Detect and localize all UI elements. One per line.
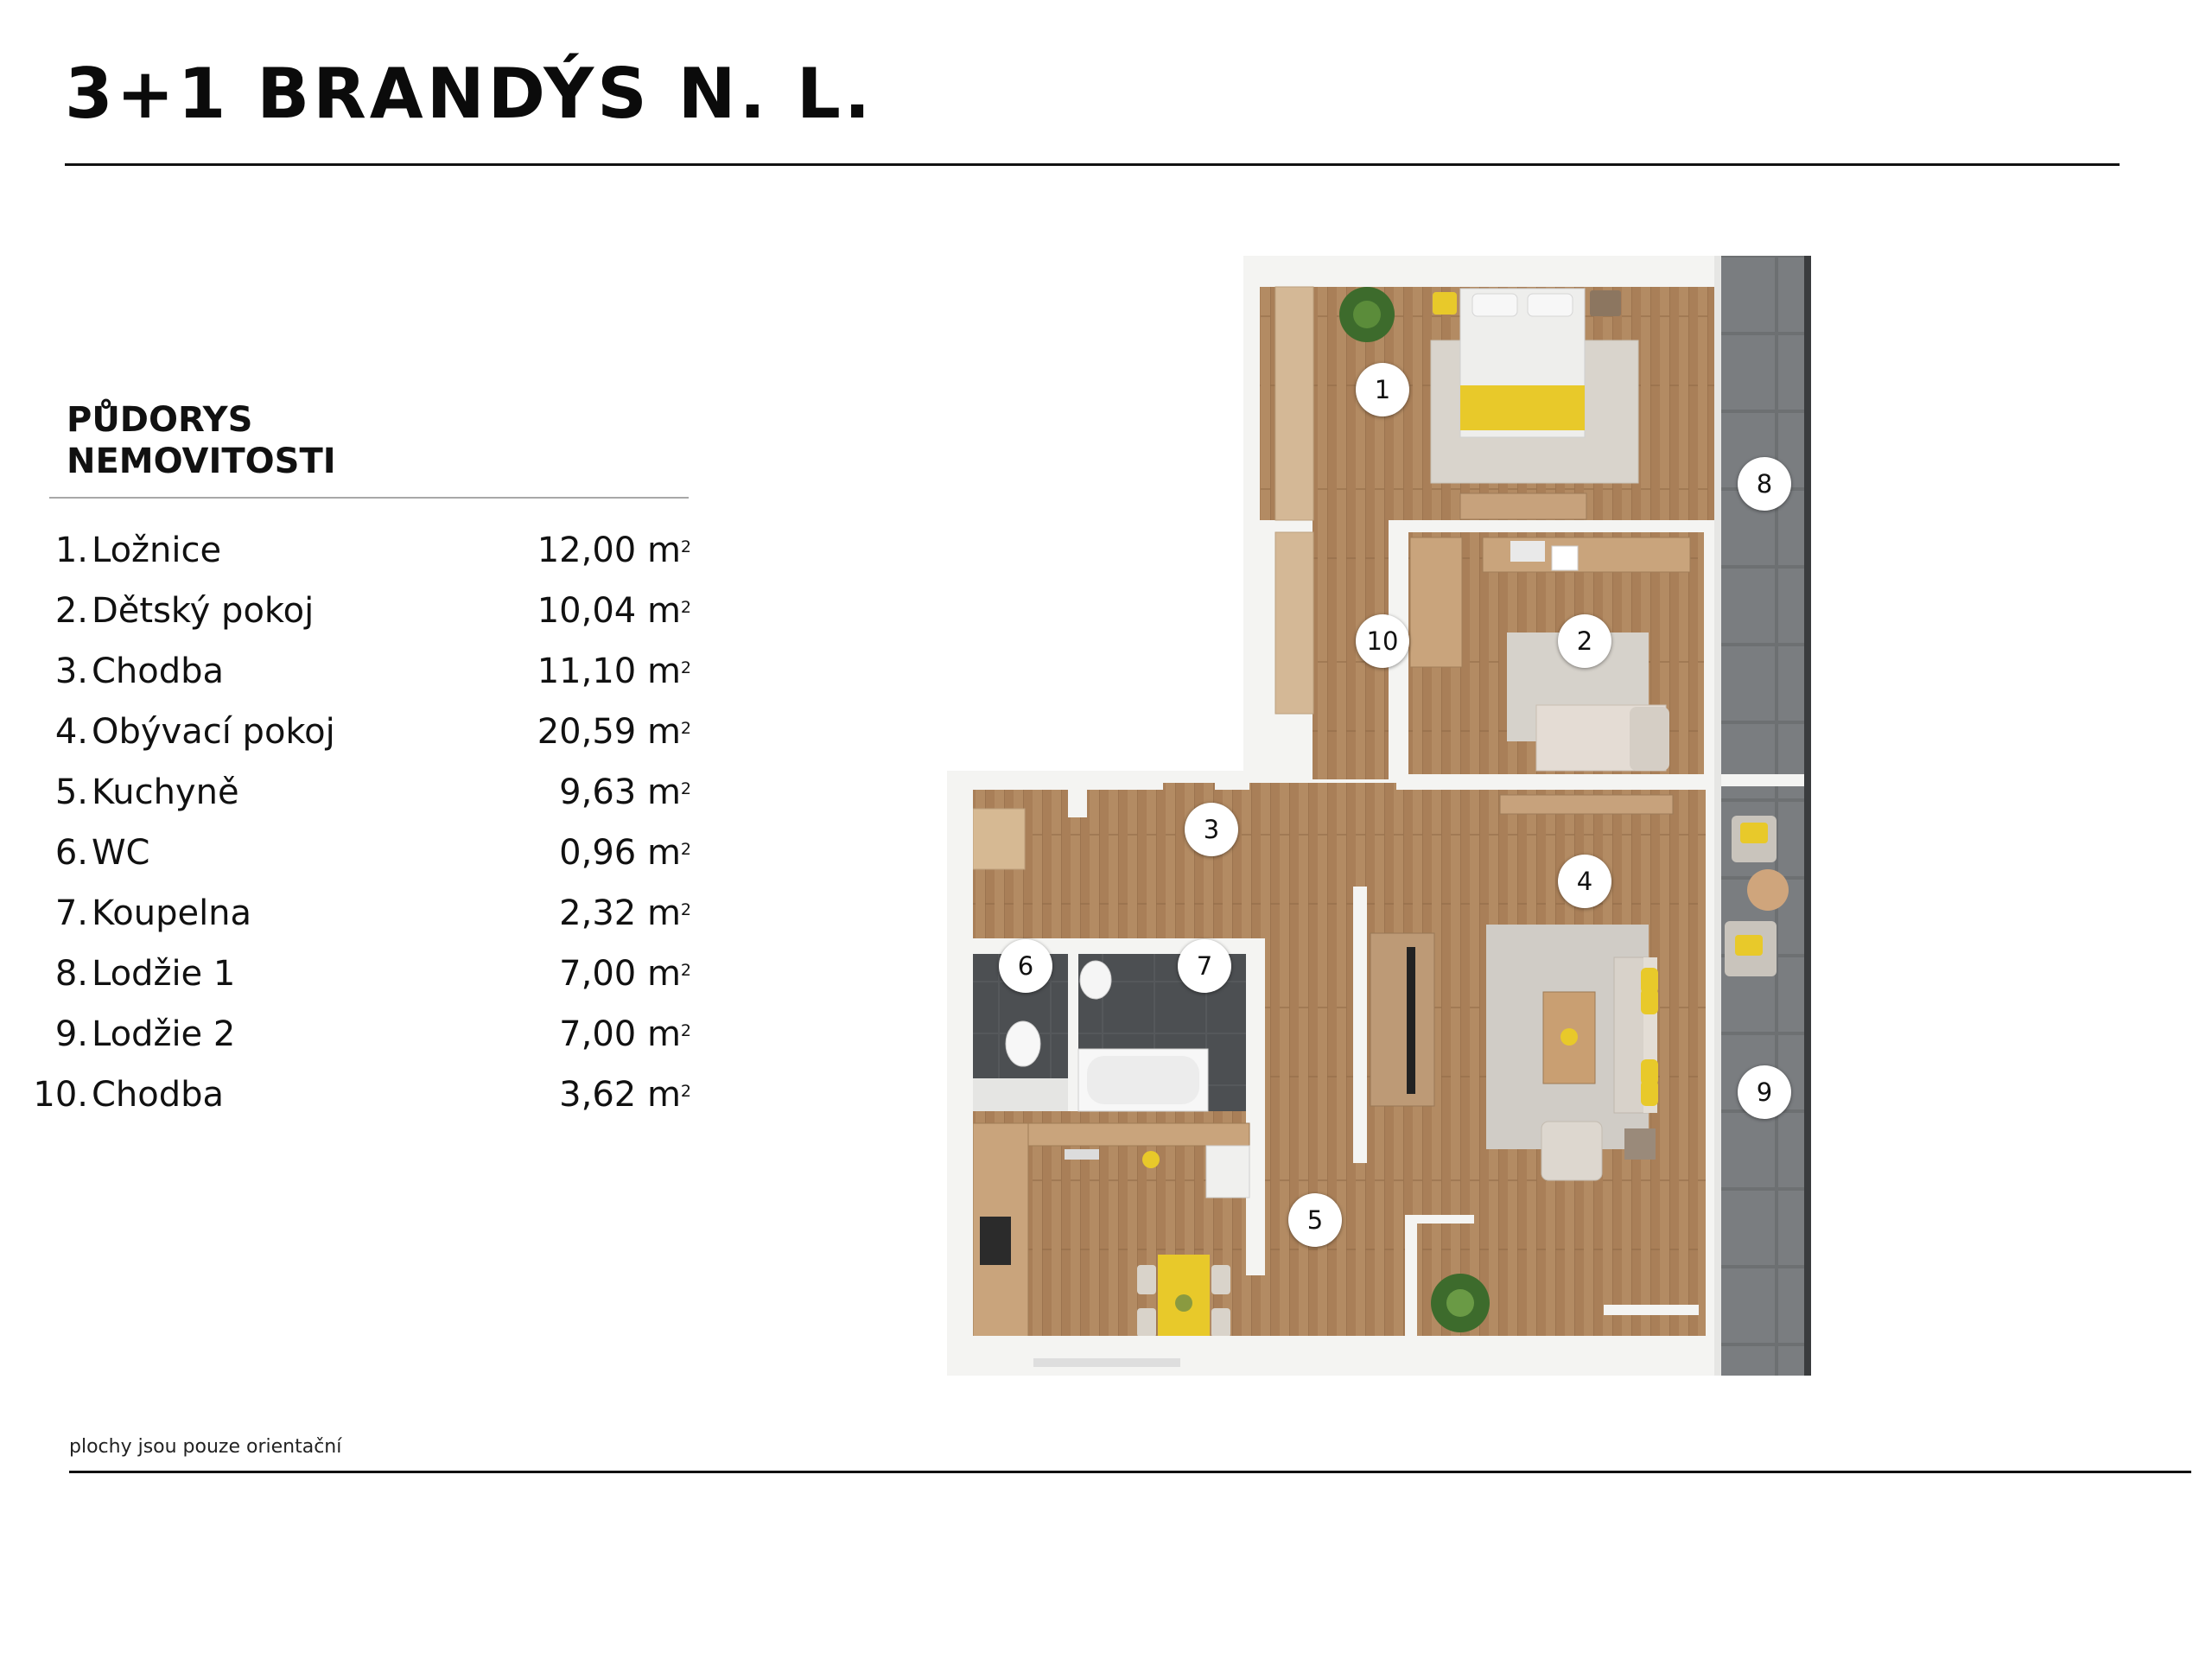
room-area: 7,00 $m^2$ bbox=[559, 954, 691, 994]
room-number: 1. bbox=[54, 531, 88, 570]
room-marker: 6 bbox=[999, 939, 1052, 993]
room-name: Koupelna bbox=[92, 893, 252, 933]
wardrobe bbox=[1275, 532, 1313, 714]
bed-blanket bbox=[1460, 385, 1585, 430]
room-row bbox=[35, 709, 691, 769]
room-name: Chodba bbox=[92, 652, 225, 691]
section-title bbox=[67, 399, 336, 482]
room-row bbox=[35, 830, 691, 890]
loggia-1 bbox=[1714, 256, 1811, 774]
room-marker: 8 bbox=[1738, 457, 1791, 511]
room-list bbox=[35, 527, 691, 1132]
room-row bbox=[35, 890, 691, 950]
room-area: 11,10 $m^2$ bbox=[537, 652, 691, 691]
floor-plan-drawing bbox=[947, 256, 1811, 1376]
room-number: 5. bbox=[54, 772, 88, 812]
footer-note: plochy jsou pouze orientační bbox=[69, 1436, 342, 1458]
wardrobe bbox=[1275, 287, 1313, 520]
room-number: 4. bbox=[54, 712, 88, 752]
room-marker: 7 bbox=[1178, 939, 1231, 993]
room-area: 20,59 $m^2$ bbox=[537, 712, 691, 752]
room-name: Lodžie 2 bbox=[92, 1014, 236, 1054]
room-marker: 9 bbox=[1738, 1065, 1791, 1119]
room-number: 2. bbox=[54, 591, 88, 631]
room-name: Ložnice bbox=[92, 531, 222, 570]
room-name: Obývací pokoj bbox=[92, 712, 335, 752]
room-area: 12,00 $m^2$ bbox=[537, 531, 691, 570]
room-row bbox=[35, 1071, 691, 1132]
room-name: Dětský pokoj bbox=[92, 591, 315, 631]
section-title-line-1: PŮDORYS bbox=[67, 400, 253, 440]
room-number: 7. bbox=[54, 893, 88, 933]
room-marker: 3 bbox=[1185, 803, 1238, 856]
room-number: 3. bbox=[54, 652, 88, 691]
floor-plan bbox=[947, 256, 1811, 1376]
tv-unit bbox=[1370, 933, 1434, 1106]
room-row bbox=[35, 588, 691, 648]
room-name: Kuchyně bbox=[92, 772, 239, 812]
room-name: Lodžie 1 bbox=[92, 954, 236, 994]
room-row bbox=[35, 648, 691, 709]
room-area: 9,63 $m^2$ bbox=[559, 772, 691, 812]
bedroom-dresser bbox=[1460, 493, 1586, 519]
section-title-line-2: NEMOVITOSTI bbox=[67, 442, 336, 481]
header-divider bbox=[65, 163, 2120, 166]
room-number: 8. bbox=[54, 954, 88, 994]
room-row bbox=[35, 527, 691, 588]
toilet bbox=[1006, 1021, 1040, 1066]
room-number: 9. bbox=[54, 1014, 88, 1054]
room-number: 10. bbox=[33, 1075, 88, 1115]
room-area: 7,00 $m^2$ bbox=[559, 1014, 691, 1054]
room-area: 0,96 $m^2$ bbox=[559, 833, 691, 873]
section-divider bbox=[49, 497, 689, 499]
room-marker: 10 bbox=[1356, 614, 1409, 668]
footer-divider bbox=[69, 1471, 2191, 1473]
room-marker: 1 bbox=[1356, 363, 1409, 416]
room-marker: 5 bbox=[1288, 1193, 1342, 1247]
room-row bbox=[35, 769, 691, 830]
room-marker: 2 bbox=[1558, 614, 1611, 668]
room-name: WC bbox=[92, 833, 150, 873]
room-name: Chodba bbox=[92, 1075, 225, 1115]
room-row bbox=[35, 1011, 691, 1071]
room-number: 6. bbox=[54, 833, 88, 873]
room-area: 3,62 $m^2$ bbox=[559, 1075, 691, 1115]
room-area: 10,04 $m^2$ bbox=[537, 591, 691, 631]
room-area: 2,32 $m^2$ bbox=[559, 893, 691, 933]
kids-wardrobe bbox=[1410, 537, 1462, 667]
page-title: 3+1 BRANDÝS N. L. bbox=[65, 54, 874, 134]
room-marker: 4 bbox=[1558, 855, 1611, 908]
room-row bbox=[35, 950, 691, 1011]
